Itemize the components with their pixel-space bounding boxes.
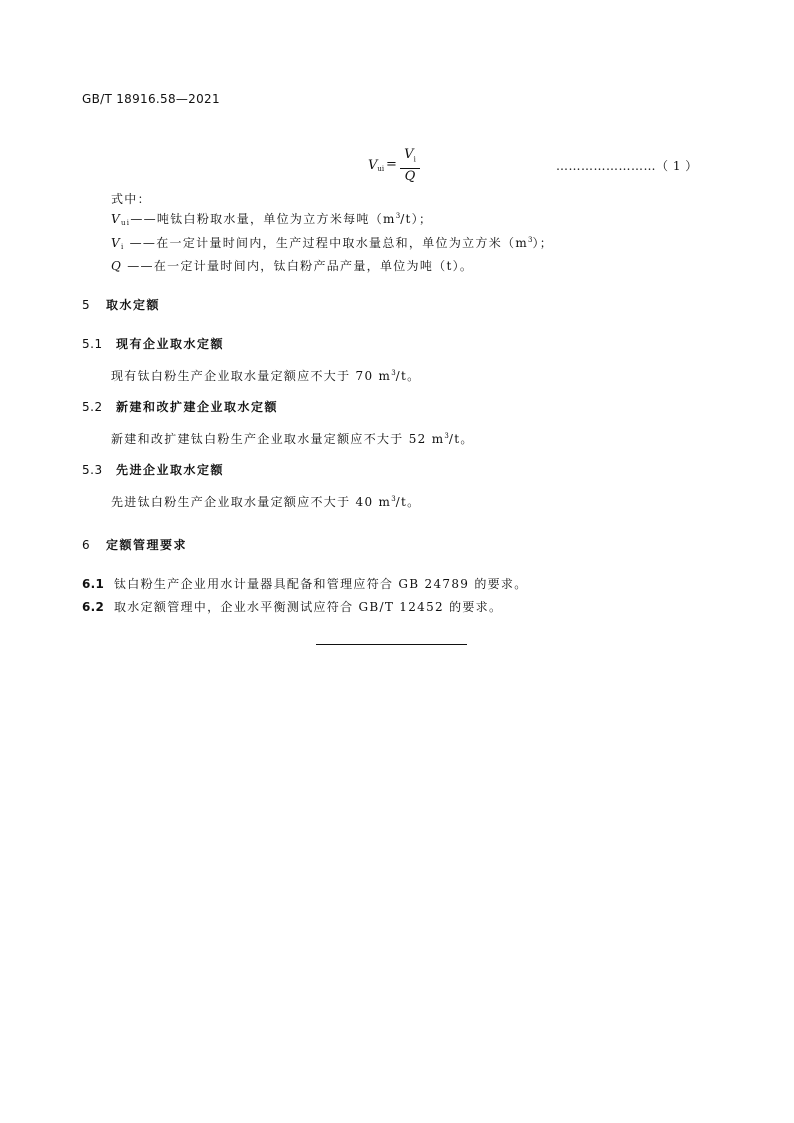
formula-lhs xyxy=(368,158,384,173)
formula-fraction xyxy=(400,147,420,185)
definition-sup: 3 xyxy=(395,212,401,220)
equation-number: ……………………（ 1 ） xyxy=(556,159,698,173)
definition-text: ——吨钛白粉取水量，单位为立方米每吨（m xyxy=(130,212,396,226)
item-text: 取水定额管理中，企业水平衡测试应符合 GB/T 12452 的要求。 xyxy=(114,600,503,614)
quota-text-after: /t。 xyxy=(448,432,474,446)
definition-sup: 3 xyxy=(528,236,533,244)
standard-code-header: GB/T 18916.58—2021 xyxy=(82,92,220,106)
formula-numerator-symbol: V xyxy=(404,147,414,162)
definition-symbol: V xyxy=(111,212,121,226)
section-5-1-heading xyxy=(82,335,224,352)
quota-text-after: /t。 xyxy=(395,369,421,383)
formula-numerator xyxy=(400,147,420,168)
unit-sup: 3 xyxy=(391,369,396,377)
section-title: 现有企业取水定额 xyxy=(116,337,225,351)
definition-vui xyxy=(111,210,432,227)
unit-sup: 3 xyxy=(444,432,449,440)
section-5-3-text xyxy=(111,493,420,510)
definition-q xyxy=(111,257,473,274)
definition-text: ——在一定计量时间内，生产过程中取水量总和，单位为立方米（m xyxy=(124,236,529,250)
section-5-2-text xyxy=(111,430,474,447)
definition-text-after: ）； xyxy=(532,236,554,250)
formula-lhs-symbol: V xyxy=(368,158,378,173)
quota-text-after: /t。 xyxy=(395,495,421,509)
section-number: 5.3 xyxy=(82,463,103,477)
definition-text: ——在一定计量时间内，钛白粉产品产量，单位为吨（t）。 xyxy=(122,259,474,273)
section-5-3-heading xyxy=(82,461,224,478)
item-text: 钛白粉生产企业用水计量器具配备和管理应符合 GB 24789 的要求。 xyxy=(114,577,528,591)
section-6-1-item xyxy=(82,575,528,592)
definition-sub: i xyxy=(120,243,125,251)
quota-text: 现有钛白粉生产企业取水量定额应不大于 70 m xyxy=(111,369,392,383)
formula-lhs-sub: ui xyxy=(377,165,385,173)
section-5-heading xyxy=(82,296,160,313)
section-title: 新建和改扩建企业取水定额 xyxy=(116,400,279,414)
section-6-heading xyxy=(82,536,187,553)
item-number: 6.1 xyxy=(82,577,105,591)
section-title: 先进企业取水定额 xyxy=(116,463,225,477)
formula-1 xyxy=(362,147,432,183)
section-number: 6 xyxy=(82,538,91,552)
section-5-1-text xyxy=(111,367,420,384)
end-of-document-line xyxy=(316,644,467,645)
formula-denominator: Q xyxy=(404,168,416,184)
where-label: 式中： xyxy=(111,192,151,206)
formula-numerator-sub: i xyxy=(413,155,416,164)
definition-text-after: /t）； xyxy=(400,212,433,226)
unit-sup: 3 xyxy=(391,495,396,503)
section-number: 5.2 xyxy=(82,400,103,414)
definition-sub: ui xyxy=(120,219,131,227)
section-title: 取水定额 xyxy=(106,298,161,312)
definition-symbol: Q xyxy=(111,259,123,273)
definition-symbol: V xyxy=(111,236,121,250)
section-6-2-item xyxy=(82,598,502,615)
quota-text: 先进钛白粉生产企业取水量定额应不大于 40 m xyxy=(111,495,392,509)
section-title: 定额管理要求 xyxy=(106,538,188,552)
section-number: 5.1 xyxy=(82,337,103,351)
quota-text: 新建和改扩建钛白粉生产企业取水量定额应不大于 52 m xyxy=(111,432,445,446)
formula-equals: = xyxy=(386,157,397,172)
section-5-2-heading xyxy=(82,398,278,415)
section-number: 5 xyxy=(82,298,91,312)
item-number: 6.2 xyxy=(82,600,105,614)
definition-vi xyxy=(111,234,553,251)
